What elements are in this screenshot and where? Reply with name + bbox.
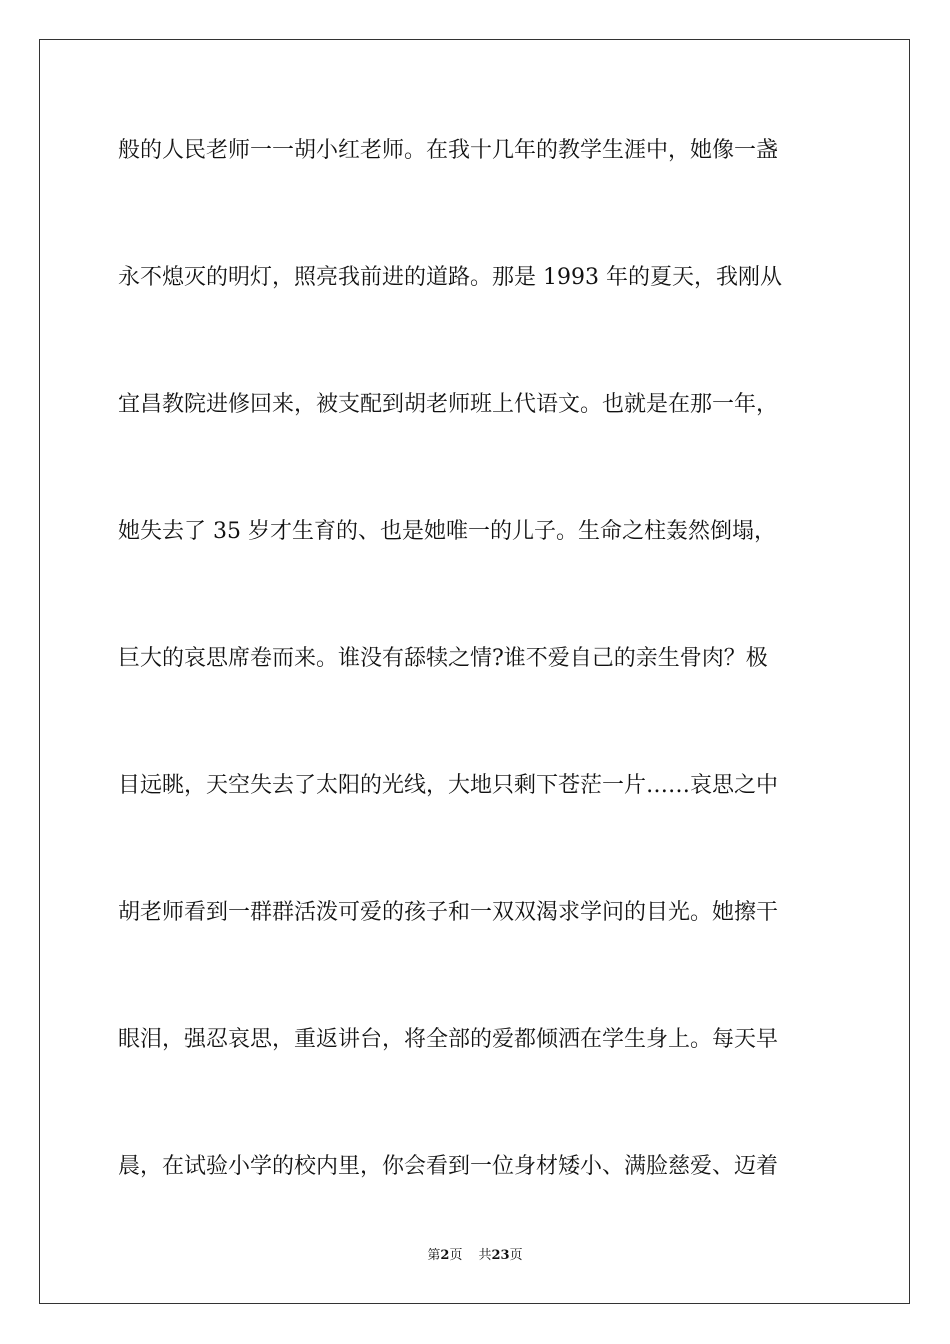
text-line: 般的人民老师一一胡小红老师。在我十几年的教学生涯中，她像一盏 bbox=[118, 138, 779, 163]
document-body bbox=[118, 128, 838, 1271]
text-line: 永不熄灭的明灯，照亮我前进的道路。那是 1993 年的夏天，我刚从 bbox=[118, 265, 782, 290]
text-line: 胡老师看到一群群活泼可爱的孩子和一双双渴求学问的目光。她擦干 bbox=[118, 900, 779, 925]
text-line: 她失去了 35 岁才生育的、也是她唯一的儿子。生命之柱轰然倒塌， bbox=[118, 519, 776, 544]
page-footer bbox=[0, 1246, 950, 1266]
text-line: 巨大的哀思席卷而来。谁没有舔犊之情?谁不爱自己的亲生骨肉？极 bbox=[118, 646, 768, 671]
total-label-unit: 页 bbox=[509, 1248, 523, 1263]
page-label-unit: 页 bbox=[449, 1248, 463, 1263]
total-pages: 23 bbox=[491, 1248, 510, 1263]
text-line: 眼泪，强忍哀思，重返讲台，将全部的爱都倾洒在学生身上。每天早 bbox=[118, 1027, 779, 1052]
text-line: 宜昌教院进修回来，被支配到胡老师班上代语文。也就是在那一年， bbox=[118, 392, 779, 417]
total-label-prefix: 共 bbox=[478, 1248, 492, 1263]
text-line: 目远眺，天空失去了太阳的光线，大地只剩下苍茫一片……哀思之中 bbox=[118, 773, 779, 798]
page-number: 2 bbox=[440, 1248, 450, 1263]
text-line: 晨，在试验小学的校内里，你会看到一位身材矮小、满脸慈爱、迈着 bbox=[118, 1154, 779, 1179]
page-label-prefix: 第 bbox=[427, 1248, 441, 1263]
